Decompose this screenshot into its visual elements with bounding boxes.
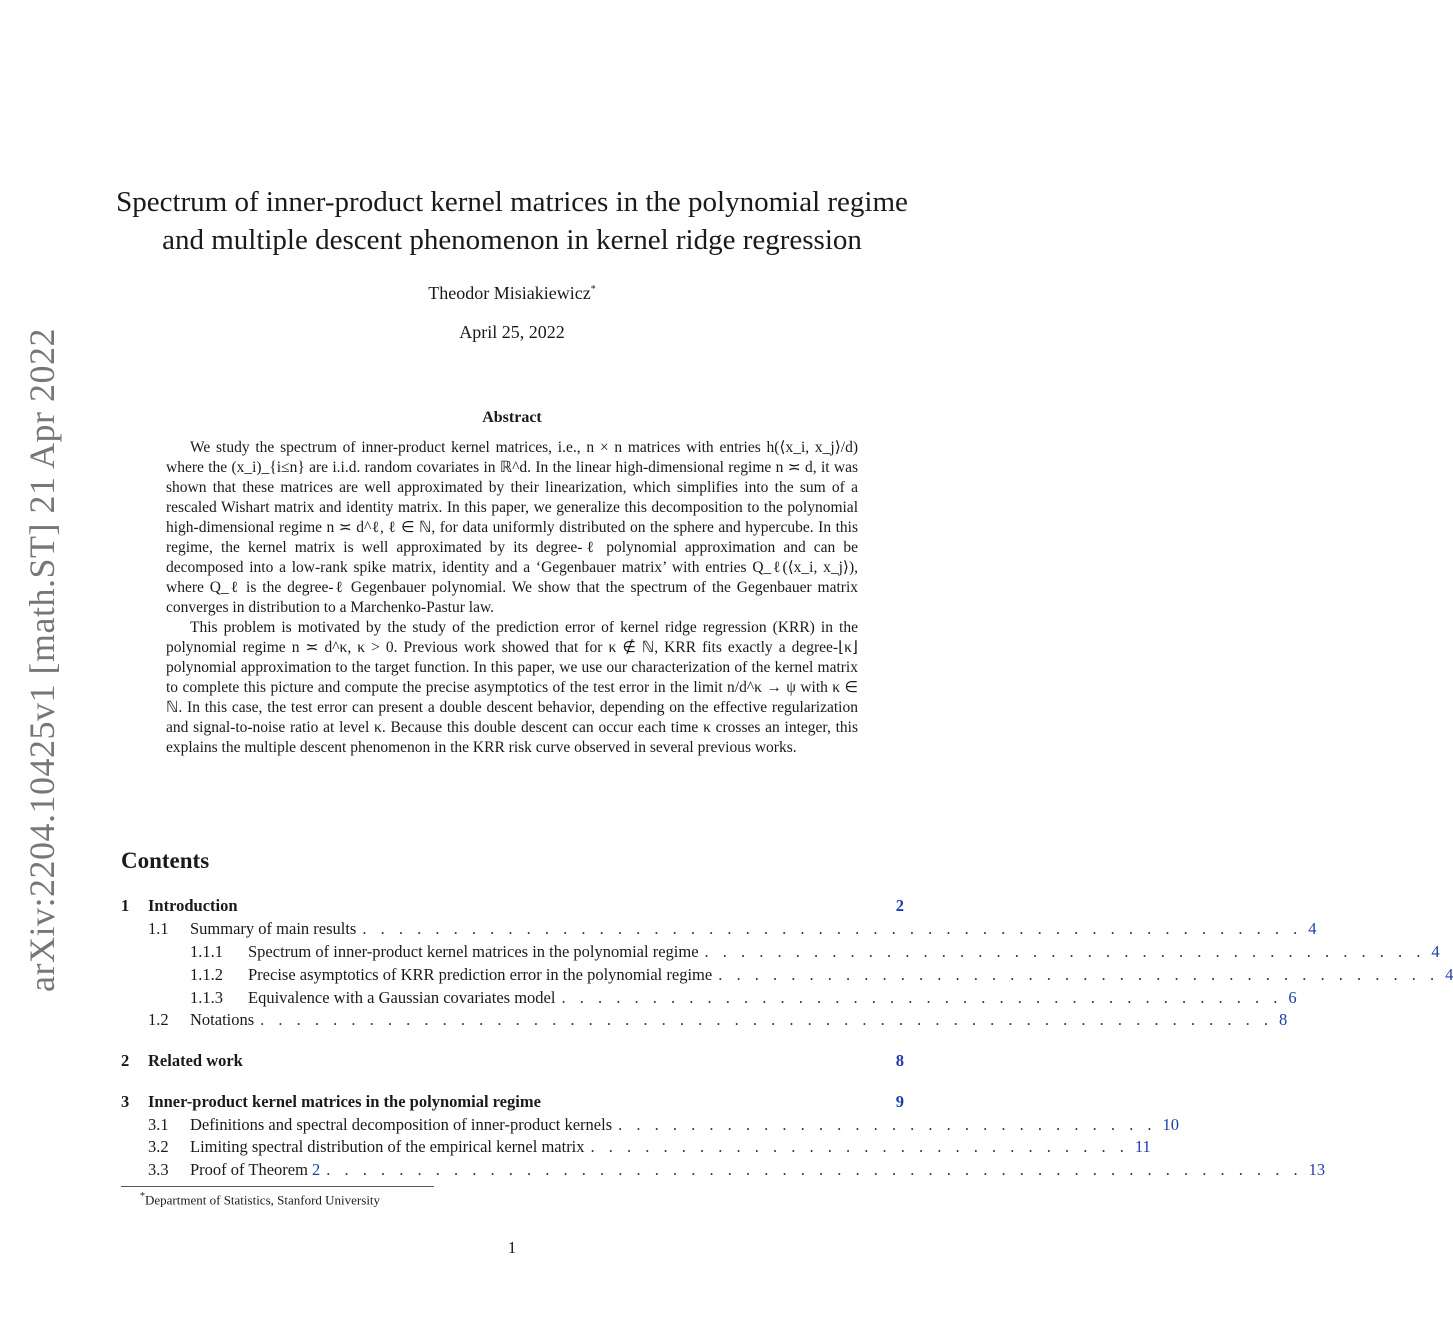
abstract-body xyxy=(166,438,858,758)
toc-entry-subsubsection[interactable] xyxy=(121,965,1453,987)
toc-label-text: Proof of Theorem xyxy=(190,1160,308,1179)
toc-entry-section[interactable] xyxy=(121,1092,904,1114)
toc-label: Related work xyxy=(148,1051,243,1070)
arxiv-identifier: arXiv:2204.10425v1 [math.ST] 21 Apr 2022 xyxy=(22,328,63,992)
toc-label: Inner-product kernel matrices in the polynomial regime xyxy=(148,1092,541,1111)
toc-leader-dots: . . . . . . . . . . . . . . . . . . . . . . . . . . . . . . xyxy=(590,1137,1129,1156)
arxiv-sidebar-stamp xyxy=(18,328,66,992)
toc-page-link[interactable]: 8 xyxy=(895,1051,904,1070)
footnote xyxy=(140,1191,380,1208)
toc-number: 2 xyxy=(121,1051,130,1070)
toc-page-link[interactable]: 4 xyxy=(1445,965,1453,984)
toc-number: 1.1.3 xyxy=(190,988,223,1007)
toc-number: 1 xyxy=(121,896,130,915)
toc-label xyxy=(190,1160,320,1180)
toc-label: Notations xyxy=(190,1010,255,1029)
toc-entry-subsection[interactable] xyxy=(121,919,1317,941)
footnote-rule xyxy=(121,1186,434,1187)
toc-leader-dots: . . . . . . . . . . . . . . . . . . . . . . . . . . . . . . . . . . . . . . . . xyxy=(704,942,1426,961)
toc-number: 3 xyxy=(121,1092,130,1111)
author-line xyxy=(100,283,924,304)
toc-leader-dots: . . . . . . . . . . . . . . . . . . . . . . . . . . . . . . . . . . . . . . . . . . . . . . . . . . . . . . . . xyxy=(260,1010,1274,1029)
toc-entry-subsection[interactable] xyxy=(121,1010,1288,1032)
toc-leader-dots: . . . . . . . . . . . . . . . . . . . . . . . . . . . . . . . . . . . . . . . . . . . . . . . . . . . . . . xyxy=(326,1160,1303,1179)
theorem-reference-link[interactable]: 2 xyxy=(312,1160,321,1179)
toc-page-link[interactable]: 4 xyxy=(1431,942,1440,961)
toc-entry-subsection[interactable] xyxy=(121,1137,1151,1159)
toc-leader-dots: . . . . . . . . . . . . . . . . . . . . . . . . . . . . . . . . . . . . . . . . xyxy=(561,988,1283,1007)
toc-page-link[interactable]: 4 xyxy=(1308,919,1317,938)
toc-number: 3.2 xyxy=(148,1137,169,1156)
toc-leader-dots: . . . . . . . . . . . . . . . . . . . . . . . . . . . . . . . . . . . . . . . . . . . . . . . . . . . . xyxy=(362,919,1303,938)
toc-leader-dots: . . . . . . . . . . . . . . . . . . . . . . . . . . . . . . xyxy=(618,1115,1157,1134)
paper-title xyxy=(100,183,924,259)
toc-label: Limiting spectral distribution of the empirical kernel matrix xyxy=(190,1137,585,1156)
toc-entry-subsubsection[interactable] xyxy=(121,988,1297,1010)
toc-label: Introduction xyxy=(148,896,238,915)
toc-number: 3.1 xyxy=(148,1115,169,1134)
toc-page-link[interactable]: 8 xyxy=(1279,1010,1288,1029)
author-name: Theodor Misiakiewicz xyxy=(428,283,591,303)
toc-entry-subsection[interactable] xyxy=(121,1160,1326,1182)
toc-page-link[interactable]: 13 xyxy=(1308,1160,1326,1179)
page-number: 1 xyxy=(507,1238,517,1257)
abstract-heading: Abstract xyxy=(482,409,542,426)
toc-number: 3.3 xyxy=(148,1160,169,1179)
toc-page-link[interactable]: 9 xyxy=(895,1092,904,1111)
toc-label: Definitions and spectral decomposition of inner-product kernels xyxy=(190,1115,613,1134)
toc-number: 1.1.2 xyxy=(190,965,223,984)
toc-label: Precise asymptotics of KRR prediction error in the polynomial regime xyxy=(248,965,713,984)
paper-date: April 25, 2022 xyxy=(459,322,565,342)
toc-entry-section[interactable] xyxy=(121,1051,904,1073)
toc-label: Spectrum of inner-product kernel matrices in the polynomial regime xyxy=(248,942,699,961)
footnote-mark: * xyxy=(140,1191,145,1202)
toc-label: Summary of main results xyxy=(190,919,357,938)
abstract-paragraph-1: We study the spectrum of inner-product kernel matrices, i.e., n × n matrices with entries h(⟨x_i, x_j⟩/d) where the (x_i)_{i≤n} are i.i.d. random covariates in ℝ^d. In the linear high-dimensional regime n ≍ d, it was shown that these matrices are well approximated by their linearization, which simplifies into the sum of a rescaled Wishart matrix and identity matrix. In this paper, we generalize this decomposition to the polynomial high-dimensional regime n ≍ d^ℓ, ℓ ∈ ℕ, for data uniformly distributed on the sphere and hypercube. In this regime, the kernel matrix is well approximated by its degree-ℓ polynomial approximation and can be decomposed into a low-rank spike matrix, identity and a ‘Gegenbauer matrix’ with entries Q_ℓ(⟨x_i, x_j⟩), where Q_ℓ is the degree-ℓ Gegenbauer polynomial. We show that the spectrum of the Gegenbauer matrix converges in distribution to a Marchenko-Pastur law. xyxy=(166,439,858,616)
title-line-1: Spectrum of inner-product kernel matrices in the polynomial regime xyxy=(116,186,908,218)
toc-entry-section[interactable] xyxy=(121,896,904,918)
toc-page-link[interactable]: 2 xyxy=(895,896,904,915)
toc-entry-subsubsection[interactable] xyxy=(121,942,1440,964)
toc-page-link[interactable]: 6 xyxy=(1288,988,1297,1007)
toc-number: 1.1.1 xyxy=(190,942,223,961)
author-footnote-mark[interactable]: * xyxy=(590,284,596,295)
toc-number: 1.1 xyxy=(148,919,169,938)
footnote-text: Department of Statistics, Stanford University xyxy=(145,1192,381,1208)
toc-entry-subsection[interactable] xyxy=(121,1115,1180,1137)
toc-number: 1.2 xyxy=(148,1010,169,1029)
toc-page-link[interactable]: 11 xyxy=(1134,1137,1151,1156)
toc-page-link[interactable]: 10 xyxy=(1162,1115,1180,1134)
toc-leader-dots: . . . . . . . . . . . . . . . . . . . . . . . . . . . . . . . . . . . . . . . . xyxy=(718,965,1440,984)
abstract-paragraph-2: This problem is motivated by the study of the prediction error of kernel ridge regression (KRR) in the polynomial regime n ≍ d^κ, κ > 0. Previous work showed that for κ ∉ ℕ, KRR fits exactly a degree-⌊κ⌋ polynomial approximation to the target function. In this paper, we use our characterization of the kernel matrix to complete this picture and compute the precise asymptotics of the test error in the limit n/d^κ → ψ with κ ∈ ℕ. In this case, the test error can present a double descent behavior, depending on the effective regularization and signal-to-noise ratio at level κ. Because this double descent can occur each time κ crosses an integer, this explains the multiple descent phenomenon in the KRR risk curve observed in several previous works. xyxy=(166,619,858,756)
contents-heading: Contents xyxy=(121,848,210,873)
title-line-2: and multiple descent phenomenon in kernel ridge regression xyxy=(162,224,862,256)
toc-label: Equivalence with a Gaussian covariates model xyxy=(248,988,556,1007)
